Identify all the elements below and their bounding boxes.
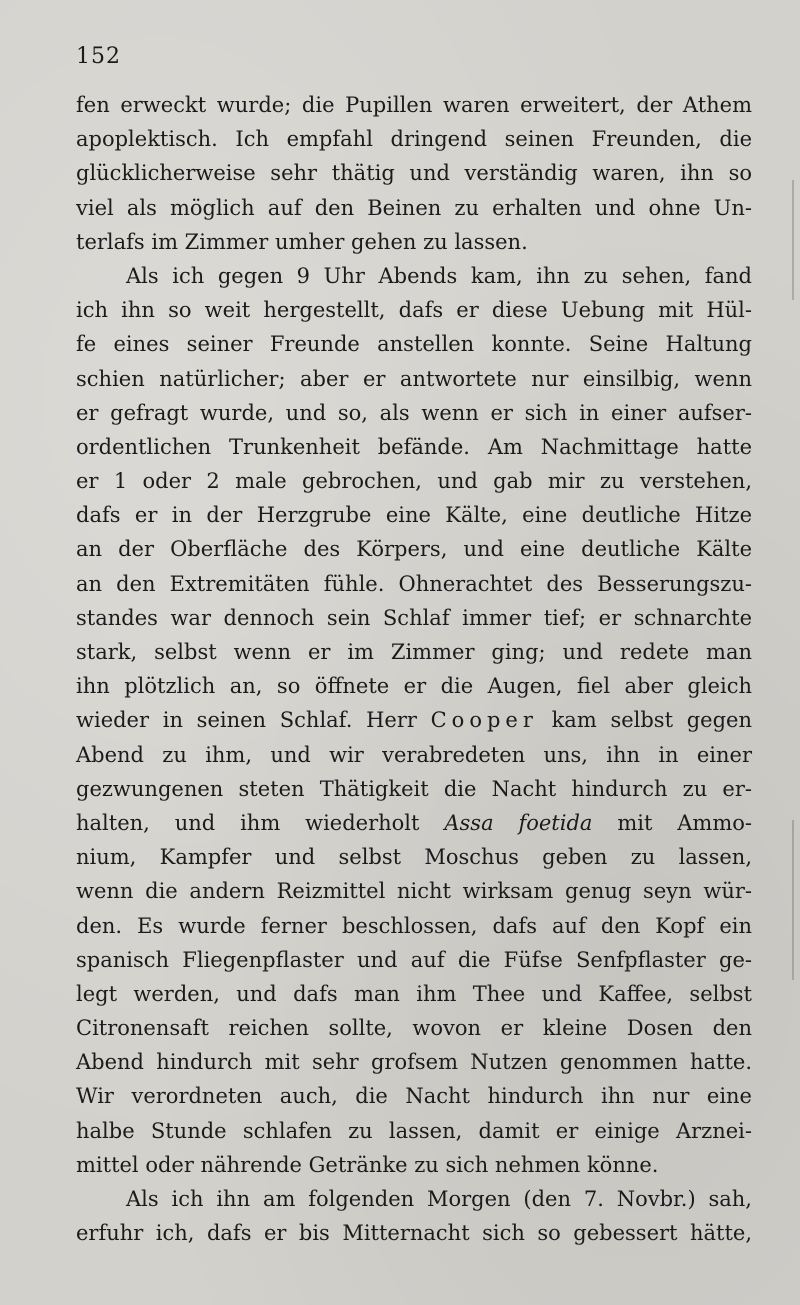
text-line: Citronensaft reichen sollte, wovon er kleine Dosen den: [76, 1016, 752, 1041]
body-text: [76, 88, 752, 1250]
text-line: legt werden, und dafs man ihm Thee und Kaffee, selbst: [76, 981, 752, 1006]
text-line: standes war dennoch sein Schlaf immer tief; er schnarchte: [76, 605, 752, 630]
text-line: erfuhr ich, dafs er bis Mitternacht sich so gebessert hätte,: [76, 1221, 752, 1246]
text-line: apoplektisch. Ich empfahl dringend seinen Freunden, die: [76, 127, 752, 152]
text-line: stark, selbst wenn er im Zimmer ging; und redete man: [76, 640, 752, 664]
text-segment: wieder in seinen Schlaf. Herr: [76, 708, 431, 733]
text-line: fen erweckt wurde; die Pupillen waren erweitert, der Athem: [76, 93, 752, 117]
text-line: fe eines seiner Freunde anstellen konnte. Seine Haltung: [76, 332, 752, 357]
text-line: er gefragt wurde, und so, als wenn er sich in einer aufser-: [76, 400, 752, 425]
text-line: terlafs im Zimmer umher gehen zu lassen.: [76, 229, 528, 254]
spaced-name: Cooper: [430, 708, 538, 733]
text-line: ordentlichen Trunkenheit befände. Am Nachmittage hatte: [76, 434, 752, 459]
page-edge-shadow: [792, 820, 794, 980]
text-line: [76, 806, 752, 840]
text-segment: kam selbst gegen: [537, 708, 752, 733]
text-line: er 1 oder 2 male gebrochen, und gab mir zu verstehen,: [76, 469, 752, 494]
text-segment: halten, und ihm wiederholt: [76, 810, 445, 835]
text-line: gezwungenen steten Thätigkeit die Nacht hindurch zu er-: [76, 776, 752, 801]
text-line: Als ich gegen 9 Uhr Abends kam, ihn zu sehen, fand: [126, 263, 752, 288]
text-line: viel als möglich auf den Beinen zu erhalten und ohne Un-: [76, 195, 752, 220]
italic-term: Assa foetida: [444, 810, 593, 835]
text-line: an den Extremitäten fühle. Ohnerachtet des Besserungszu-: [76, 571, 752, 596]
text-line: Wir verordneten auch, die Nacht hindurch ihn nur eine: [76, 1084, 752, 1109]
text-segment: mit Ammo-: [592, 810, 752, 835]
page-edge-shadow: [792, 180, 794, 300]
text-line: den. Es wurde ferner beschlossen, dafs auf den Kopf ein: [76, 913, 752, 938]
text-line: dafs er in der Herzgrube eine Kälte, eine deutliche Hitze: [76, 503, 752, 528]
text-line: nium, Kampfer und selbst Moschus geben zu lassen,: [76, 845, 752, 870]
text-line: glücklicherweise sehr thätig und verständig waren, ihn so: [76, 161, 752, 186]
text-line: [76, 703, 752, 737]
text-line: an der Oberfläche des Körpers, und eine deutliche Kälte: [76, 537, 752, 562]
text-line: mittel oder nährende Getränke zu sich nehmen könne.: [76, 1152, 659, 1177]
text-line: Abend hindurch mit sehr grofsem Nutzen genommen hatte.: [76, 1050, 752, 1075]
text-line: Abend zu ihm, und wir verabredeten uns, ihn in einer: [76, 742, 752, 767]
text-line: ihn plötzlich an, so öffnete er die Augen, fiel aber gleich: [76, 674, 752, 699]
text-line: wenn die andern Reizmittel nicht wirksam genug seyn wür-: [76, 879, 752, 904]
text-line: spanisch Fliegenpflaster und auf die Füfse Senfpflaster ge-: [76, 947, 752, 972]
text-line: halbe Stunde schlafen zu lassen, damit er einige Arznei-: [76, 1118, 752, 1143]
text-line: ich ihn so weit hergestellt, dafs er diese Uebung mit Hül-: [76, 298, 752, 323]
page-number: 152: [76, 44, 121, 69]
text-line: schien natürlicher; aber er antwortete nur einsilbig, wenn: [76, 366, 752, 391]
text-line: Als ich ihn am folgenden Morgen (den 7. Novbr.) sah,: [126, 1187, 752, 1211]
